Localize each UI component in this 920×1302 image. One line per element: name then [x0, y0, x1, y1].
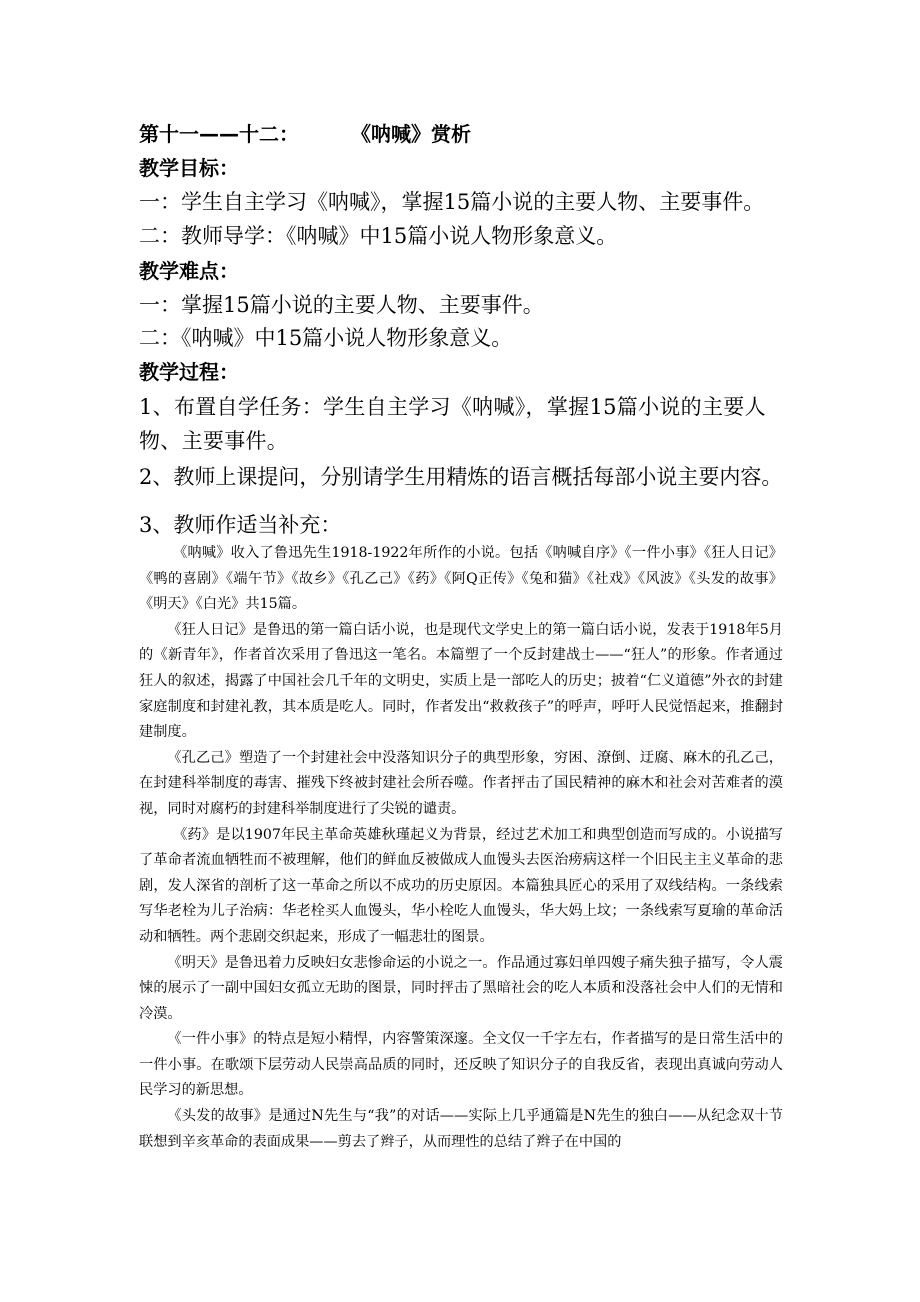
- paragraph: 《药》是以1907年民主革命英雄秋瑾起义为背景，经过艺术加工和典型创造而写成的。小说描写了革命者流血牺牲而不被理解，他们的鲜血反被做成人血馒头去医治痨病这样一个旧民主主义革命的悲剧，发人深省的剖析了这一革命之所以不成功的历史原因。本篇独具匠心的采用了双线结构。一条线索写华老栓为儿子治病：华老栓买人血馒头，华小栓吃人血馒头，华大妈上坟；一条线索写夏瑜的革命活动和牺牲。两个悲剧交织起来，形成了一幅悲壮的图景。: [139, 826, 783, 945]
- paragraph: 《呐喊》收入了鲁迅先生1918-1922年所作的小说。包括《呐喊自序》《一件小事》《狂人日记》《鸭的喜剧》《端午节》《故乡》《孔乙己》《药》《阿Q正传》《兔和猫》《社戏》《风波》《头发的故事》《明天》《白光》共15篇。: [139, 545, 783, 613]
- difficulty-item: 二：《呐喊》中15篇小说人物形象意义。: [139, 326, 513, 350]
- process-step: 1、布置自学任务：学生自主学习《呐喊》，掌握15篇小说的主要人物、主要事件。: [139, 395, 766, 453]
- supplement-text: [139, 541, 783, 1155]
- paragraph: 《狂人日记》是鲁迅的第一篇白话小说，也是现代文学史上的第一篇白话小说，发表于1918年5月的《新青年》，作者首次采用了鲁迅这一笔名。本篇塑了一个反封建战士——“狂人”的形象。作者通过狂人的叙述，揭露了中国社会几千年的文明史，实质上是一部吃人的历史；披着“仁义道德”外衣的封建家庭制度和封建礼教，其本质是吃人。同时，作者发出“救救孩子”的呼声，呼吁人民觉悟起来，推翻封建制度。: [139, 621, 783, 741]
- difficulty-item: 一：掌握15篇小说的主要人物、主要事件。: [139, 293, 544, 317]
- process-step: 3、教师作适当补充：: [139, 513, 342, 537]
- lesson-title: 《呐喊》赏析: [351, 122, 471, 146]
- difficulties-heading: 教学难点：: [139, 259, 239, 283]
- objectives-heading: 教学目标：: [139, 156, 239, 180]
- paragraph: 《一件小事》的特点是短小精悍，内容警策深邃。全文仅一千字左右，作者描写的是日常生活中的一件小事。在歌颂下层劳动人民崇高品质的同时，还反映了知识分子的自我反省，表现出真诚向劳动人民学习的新思想。: [139, 1031, 783, 1099]
- lesson-heading: [139, 117, 789, 151]
- lesson-number: 第十一——十二：: [139, 122, 299, 146]
- paragraph: 《明天》是鲁迅着力反映妇女悲惨命运的小说之一。作品通过寡妇单四嫂子痛失独子描写，令人震悚的展示了一副中国妇女孤立无助的图景，同时抨击了黑暗社会的吃人本质和没落社会中人们的无情和冷漠。: [139, 954, 783, 1022]
- objective-item: 二：教师导学：《呐喊》中15篇小说人物形象意义。: [139, 224, 618, 248]
- objective-item: 一：学生自主学习《呐喊》，掌握15篇小说的主要人物、主要事件。: [139, 190, 765, 214]
- process-heading: 教学过程：: [139, 360, 239, 384]
- paragraph: 《头发的故事》是通过N先生与“我”的对话——实际上几乎通篇是N先生的独白——从纪念双十节联想到辛亥革命的表面成果——剪去了辫子，从而理性的总结了辫子在中国的: [139, 1108, 783, 1150]
- paragraph: 《孔乙己》塑造了一个封建社会中没落知识分子的典型形象，穷困、潦倒、迂腐、麻木的孔乙己，在封建科举制度的毒害、摧残下终被封建社会所吞噬。作者抨击了国民精神的麻木和社会对苦难者的漠视，同时对腐朽的封建科举制度进行了尖锐的谴责。: [139, 749, 783, 817]
- process-step: 2、教师上课提问，分别请学生用精炼的语言概括每部小说主要内容。: [139, 465, 783, 489]
